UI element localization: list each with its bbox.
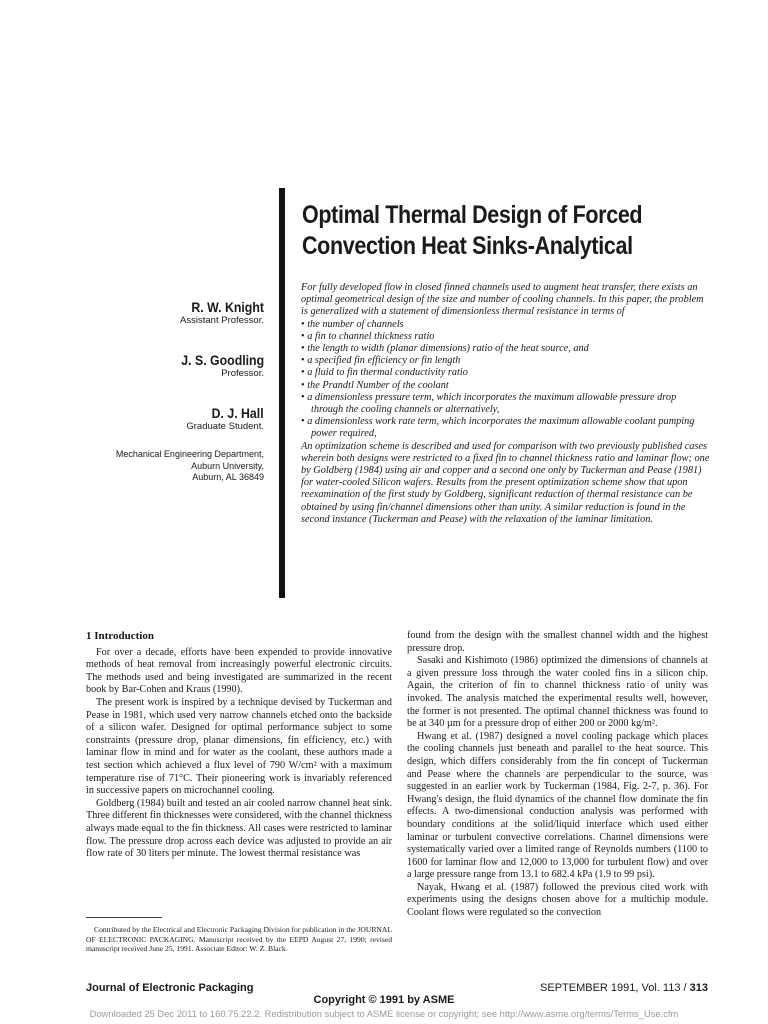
paragraph: The present work is inspired by a technique devised by Tuckerman and Pease in 1981, which used very narrow channels etched onto the backside of a silicon wafer. Designed for optimal performance subject to some constraints (pressure drop, planar dimensions, fin efficiency, etc.) with laminar flow in mind and for water as the coolant, these authors made a test section which achieved a flux level of 790 W/cm² with a maximum temperature rise of 71°C. Their pioneering work is invariably referenced in successive papers on microchannel cooling. bbox=[86, 696, 392, 797]
issue-info bbox=[540, 982, 708, 994]
affiliation-line: Mechanical Engineering Department, bbox=[115, 449, 264, 459]
download-notice: Downloaded 25 Dec 2011 to 160.75.22.2. Redistribution subject to ASME license or copyright; see http://www.asme.org/terms/Terms_Use.cfm bbox=[89, 1008, 679, 1019]
abstract-closing: An optimization scheme is described and used for comparison with two previously published cases wherein both designs were restricted to a fixed fin to channel thickness ratio and laminar flow; one by Goldberg (1984) using air and copper and a second one only by Tuckerman and Pease (1981) for water-cooled Silicon wafers. Results from the present optimization scheme show that upon reexamination of the first study by Goldberg, significant reduction of thermal resistance can be obtained by using fin/channel dimensions other than unity. A similar reduction is found in the second instance (Tuckerman and Pease) with the relaxation of the laminar limitation. bbox=[301, 440, 710, 525]
author-block bbox=[170, 352, 264, 380]
section-heading: 1 Introduction bbox=[86, 630, 154, 642]
footnote-rule bbox=[86, 917, 162, 918]
title-line: Convection Heat Sinks-Analytical bbox=[302, 232, 633, 260]
page-number: 313 bbox=[689, 982, 708, 994]
paragraph: For over a decade, efforts have been expended to provide innovative methods of heat removal from increasingly powerful electronic circuits. The methods used and being investigated are summarized in the recent book by Bar-Cohen and Kraus (1990). bbox=[86, 646, 392, 696]
affiliation-line: Auburn University, bbox=[191, 460, 264, 471]
abstract-bullet: • a dimensionless work rate term, which incorporates the maximum allowable coolant pumping power required, bbox=[301, 416, 711, 440]
abstract-bullet: • the number of channels bbox=[301, 319, 711, 331]
abstract-bullet: • the length to width (planar dimensions) ratio of the heat source, and bbox=[301, 343, 711, 355]
paragraph: Sasaki and Kishimoto (1986) optimized the dimensions of channels at a given pressure loss through the water cooled fins in a silicon chip. Again, the criterion of fin to channel thickness ratio of unity was invoked. The analysis matched the experimental results well, however, the former is not presented. The optimal channel thickness was found to be at 340 µm for a pressure drop of either 200 or 2000 kg/m². bbox=[407, 655, 708, 730]
author-role: Graduate Student. bbox=[186, 421, 264, 432]
abstract bbox=[301, 282, 711, 526]
author-name: D. J. Hall bbox=[211, 405, 264, 421]
author-role: Assistant Professor. bbox=[180, 315, 264, 326]
paragraph: Hwang et al. (1987) designed a novel cooling package which places the cooling channels just beneath and parallel to the heat source. This design, which differs considerably from the fin concept of Tuckerman and Pease where the channels are perpendicular to the source, was suggested in an earlier work by Tuckerman (1984, Fig. 2-7, p. 36). For Hwang's design, the fluid dynamics of the channel flow dominate the fin effects. A two-dimensional conduction analysis was performed with boundary conditions at the solid/liquid interface which used either laminar or turbulent convective correlations. Channel dimensions were systematically varied over a limited range of Reynolds numbers (1100 to 1600 for laminar flow and 12,000 to 13,000 for turbulent flow) and over a large pressure range from 13.1 to 682.4 kPa (1.9 to 99 psi). bbox=[407, 730, 708, 881]
author-role: Professor. bbox=[221, 368, 264, 379]
paragraph: Nayak, Hwang et al. (1987) followed the previous cited work with experiments using the designs chosen above for a multichip module. Coolant flows were regulated so the convection bbox=[407, 881, 708, 919]
abstract-bullet: • a fluid to fin thermal conductivity ratio bbox=[301, 367, 711, 379]
title-rule bbox=[279, 188, 285, 598]
affiliation bbox=[116, 449, 264, 484]
issue-text: SEPTEMBER 1991, Vol. 113 / bbox=[540, 982, 690, 994]
abstract-intro: For fully developed flow in closed finned channels used to augment heat transfer, there exists an optimal geometrical design of the size and number of cooling channels. In this paper, the problem is generalized with a statement of dimensionless thermal resistance in terms of bbox=[301, 282, 704, 318]
journal-name: Journal of Electronic Packaging bbox=[86, 982, 254, 994]
body-column-left bbox=[86, 630, 392, 861]
author-name: R. W. Knight bbox=[191, 299, 264, 315]
abstract-bullet-list bbox=[301, 319, 711, 441]
paper-title bbox=[302, 200, 680, 262]
author-block bbox=[186, 405, 264, 433]
paragraph-continued: found from the design with the smallest channel width and the highest pressure drop. bbox=[407, 630, 708, 654]
author-block bbox=[180, 299, 264, 327]
copyright: Copyright © 1991 by ASME bbox=[313, 994, 455, 1006]
body-column-right bbox=[407, 630, 708, 920]
author-name: J. S. Goodling bbox=[181, 352, 264, 368]
affiliation-line: Auburn, AL 36849 bbox=[192, 472, 264, 482]
abstract-bullet: • a dimensionless pressure term, which incorporates the maximum allowable pressure drop through the cooling channels or alternatively, bbox=[301, 392, 711, 416]
abstract-bullet: • a fin to channel thickness ratio bbox=[301, 331, 711, 343]
footnote: Contributed by the Electrical and Electronic Packaging Division for publication in the JOURNAL OF ELECTRONIC PACKAGING. Manuscript received by the EEPD August 27, 1990; revised manuscript received June 25, 1991. Associate Editor: W. Z. Black. bbox=[86, 925, 392, 954]
paragraph: Goldberg (1984) built and tested an air cooled narrow channel heat sink. Three different fin thicknesses were considered, with the channel thickness always made equal to the fin thickness. All cases were restricted to laminar flow. The pressure drop across each device was adjusted to provide an air flow rate of 30 liters per minute. The lowest thermal resistance was bbox=[86, 797, 392, 860]
abstract-bullet: • a specified fin efficiency or fin length bbox=[301, 355, 711, 367]
abstract-bullet: • the Prandtl Number of the coolant bbox=[301, 380, 711, 392]
title-line: Optimal Thermal Design of Forced bbox=[302, 201, 643, 229]
